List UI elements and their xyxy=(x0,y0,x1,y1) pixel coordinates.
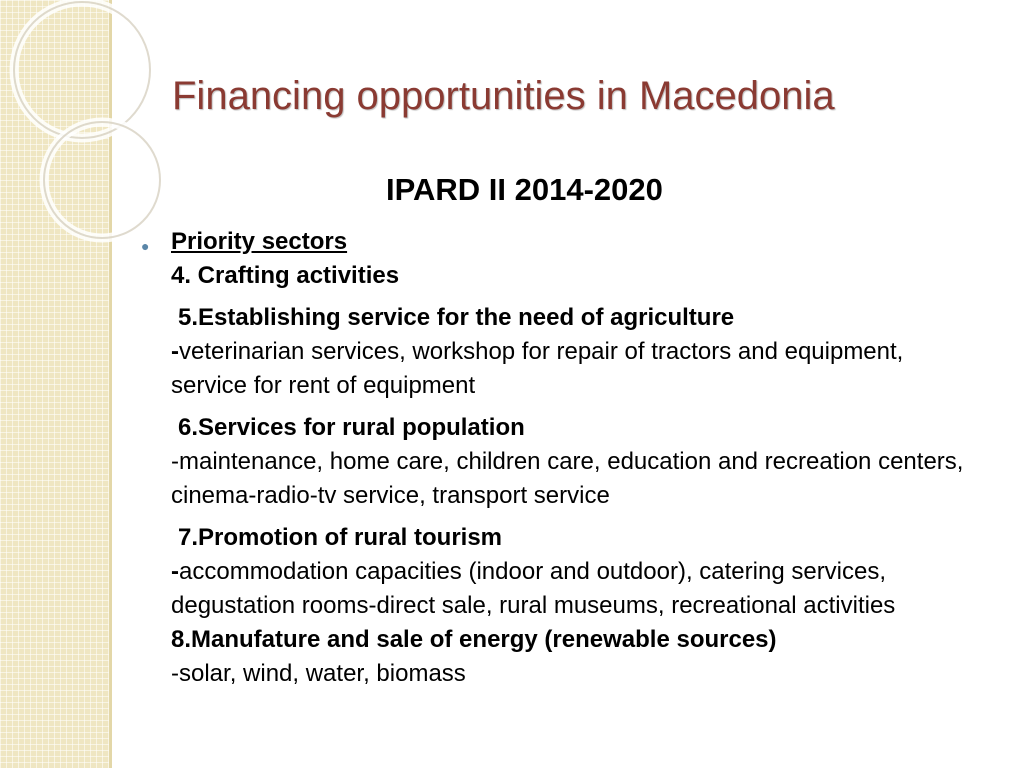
item-7-heading: 7.Promotion of rural tourism xyxy=(178,524,503,551)
slide-subtitle: IPARD II 2014-2020 xyxy=(386,172,663,207)
item-5-heading: 5.Establishing service for the need of agriculture xyxy=(178,304,735,331)
item-5-text xyxy=(171,335,971,403)
item-7-desc: accommodation capacities (indoor and outdoor), catering services, degustation rooms-direct sale, rural museums, recreational activities xyxy=(171,558,896,619)
bullet-heading: Priority sectors xyxy=(171,228,348,255)
bullet-dot-icon: ● xyxy=(141,238,150,254)
item-8-heading: 8.Manufature and sale of energy (renewable sources) xyxy=(171,626,777,653)
slide-title: Financing opportunities in Macedonia xyxy=(172,74,835,118)
item-7-text xyxy=(171,555,971,623)
item-8-text: -solar, wind, water, biomass xyxy=(171,660,466,687)
item-5-dash: - xyxy=(171,338,179,365)
decorative-rings xyxy=(0,0,200,260)
item-4-line: 4. Crafting activities xyxy=(171,262,400,289)
item-6-heading: 6.Services for rural population xyxy=(178,414,525,441)
slide-body xyxy=(171,225,971,691)
item-6-text: -maintenance, home care, children care, education and recreation centers, cinema-radio-tv service, transport service xyxy=(171,448,964,509)
item-7-dash: - xyxy=(171,558,179,585)
item-5-desc: veterinarian services, workshop for repair of tractors and equipment, service for rent of equipment xyxy=(171,338,904,399)
